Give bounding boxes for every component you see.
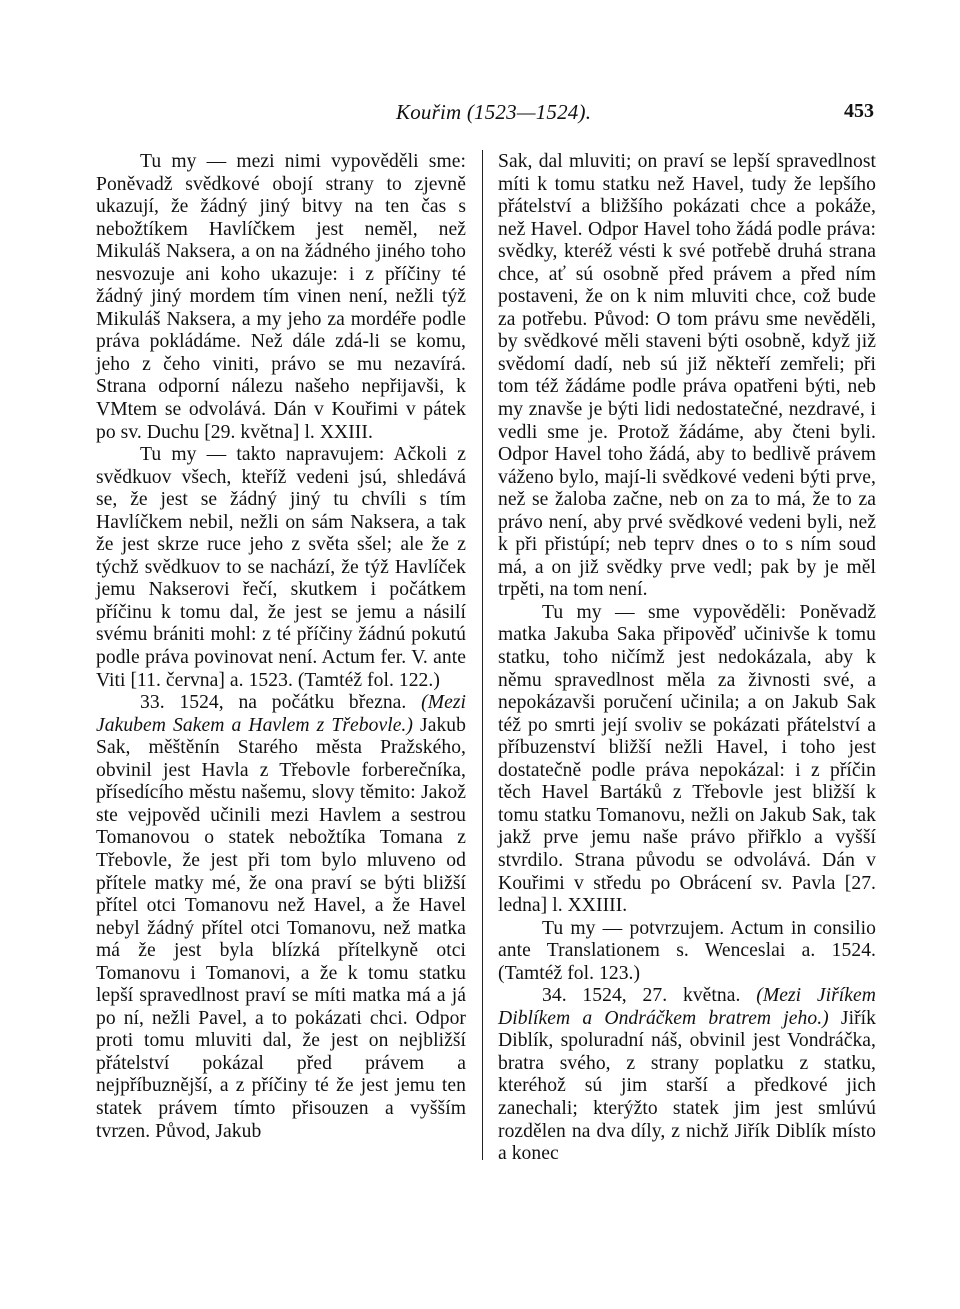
entry-34-parties: (Mezi Jiříkem Diblíkem a Ondráčkem bratrem jeho.) — [498, 985, 876, 1029]
entry-34-date: 34. 1524, 27. května. — [542, 985, 741, 1007]
left-column — [96, 151, 466, 1143]
entry-34-text: Jiřík Diblík, spoluradní náš, obvinil jest Vondráčka, bratra svého, z strany poplatku z statku, kteréhož sú jim starší a předkové jich zanechali; kterýžto statek jim jest smlúvú rozdělen na dva díly, z nichž Jiřík Diblík místo a konec — [498, 1007, 876, 1165]
paragraph-entry-33 — [96, 692, 466, 1143]
page-number: 453 — [844, 100, 874, 122]
entry-33-date: 33. 1524, na počátku března. — [140, 692, 407, 714]
paragraph-verdict-1523: Tu my — mezi nimi vypověděli sme: Poněvadž svědkové obojí strany to zjevně ukazují, že žádný jiný bitvy na ten čas s nebožtíkem Havlíčkem jest neměl, než Mikuláš Naksera, a on na žádného jiného toho nesvozuje ani koho ukazuje: i z příčiny té žádný jiný mordem tím vinen není, nežli týž Mikuláš Naksera, a my jeho za mordéře podle práva pokládáme. Než dále zdá-li se komu, jeho z čeho viniti, právo se mu nezavírá. Strana odporní nálezu našeho nepřijavši, k VMtem se odvolává. Dán v Kouřimi v pátek po sv. Duchu [29. května] l. XXIII. — [96, 151, 466, 443]
entry-33-parties: (Mezi Jakubem Sakem a Havlem z Třebovle.) — [96, 692, 466, 736]
column-divider — [482, 150, 483, 1160]
entry-33-text: Jakub Sak, měštěnín Starého města Pražského, obvinil jest Havla z Třebovle forberečníka, přísedícího městu našemu, slovy těmito: Jakož ste vejpověd učinili mezi Havlem a sestrou Tomanovou o statek nebožtíka Tomana z Třebovle, že jest při tom bylo mluveno od přítele matky mé, že ona praví se býti bližší přítel otci Tomanovu než Havel, a že Havel nebyl žádný přítel otci Tomanovu, než matka má že jest byla blízká přítelkyně otci Tomanovu i Tomanovi, a že k tomu statku lepší spravedlnost praví se míti matka má a já po ní, nežli Pavel, a to pokázati chci. Odpor proti tomu mluviti dal, že jest on nejbližší přátelství pokázal před právem a nejpříbuznější, a z příčiny té že jest jemu ten statek právem tímto přisouzen a vyšším tvrzen. Původ, Jakub — [96, 714, 466, 1142]
right-column — [498, 151, 876, 1166]
paragraph-entry-34 — [498, 985, 876, 1165]
paragraph-verdict-1524: Tu my — sme vypověděli: Poněvadž matka Jakuba Saka připověď učinivše k tomu statku, toho ničímž jest nedokázala, aby k němu spravedlnost měla za živnosti své, a nepokázavši poručení učinila; a on Jakub Sak též po smrti její svoliv se pokázati přátelství a příbuzenství bližší nežli Havel, i toho jest dostatečně podle práva nepokázal: i z příčin těch Havel Bartáků z Třebovle jest bližší k tomu statku Tomanovu, nežli on Jakub Sak, tak jakž prve jemu naše právo přiřklo a vyšší stvrdilo. Strana původu se odvolává. Dán v Kouřimi v středu po Obrácení sv. Pavla [27. ledna] l. XXIIII. — [498, 601, 876, 917]
paragraph-appeal-correction: Tu my — takto napravujem: Ačkoli z svědkuov všech, kteříž vedeni jsú, shledává se, že jest se žádný jiný tu chvíli s tím Havlíčkem nebil, nežli on sám Naksera, a tak že jest skrze ruce jeho z světa sšel; ale že z týchž svědkuov to se nachází, že týž Havlíček jemu Nakserovi řečí, skutkem i počátkem příčinu k tomu dal, že jest se jemu a násilí svému brániti mohl: z té příčiny žádnú pokutú podle práva povinovat není. Actum fer. V. ante Viti [11. června] a. 1523. (Tamtéž fol. 122.) — [96, 444, 466, 691]
paragraph-confirmation: Tu my — potvrzujem. Actum in consilio ante Translationem s. Wenceslai a. 1524. (Tamtéž fol. 123.) — [498, 917, 876, 984]
paragraph-continuation: Sak, dal mluviti; on praví se lepší spravedlnost míti k tomu statku než Havel, tudy že lepšího přátelství a bližšího pokázati chce a pokáže, než Havel. Odpor Havel toho žádá podle práva: svědky, kteréž vésti k své potřebě druhá strana chce, ať sú osobně před právem a před ním postaveni, že on k nim mluviti chce, což bude za potřebu. Původ: O tom právu sme nevěděli, by svědkové měli staveni býti osobně, když již svědomí dadí, neb sú již někteří zemřeli; při tom též žádáme podle práva opatřeni býti, neb my znavše je býti lidi nedostatečné, nezdravé, i vedli sme je. Protož žádáme, aby čteni byli. Odpor Havel toho žádá, aby to bedlivě právem váženo bylo, mají-li svědkové vedeni býti prve, než se žaloba začne, neb on za to má, že to za právo není, aby prvé svědkové vedeni byli, než k při přistúpí; neb teprv dnes o to s ním soud má, a on již svědky prve vedl; pak by je měl trpěti, na tom není. — [498, 151, 876, 601]
running-header — [96, 100, 876, 130]
running-title: Kouřim (1523—1524). — [396, 100, 592, 124]
